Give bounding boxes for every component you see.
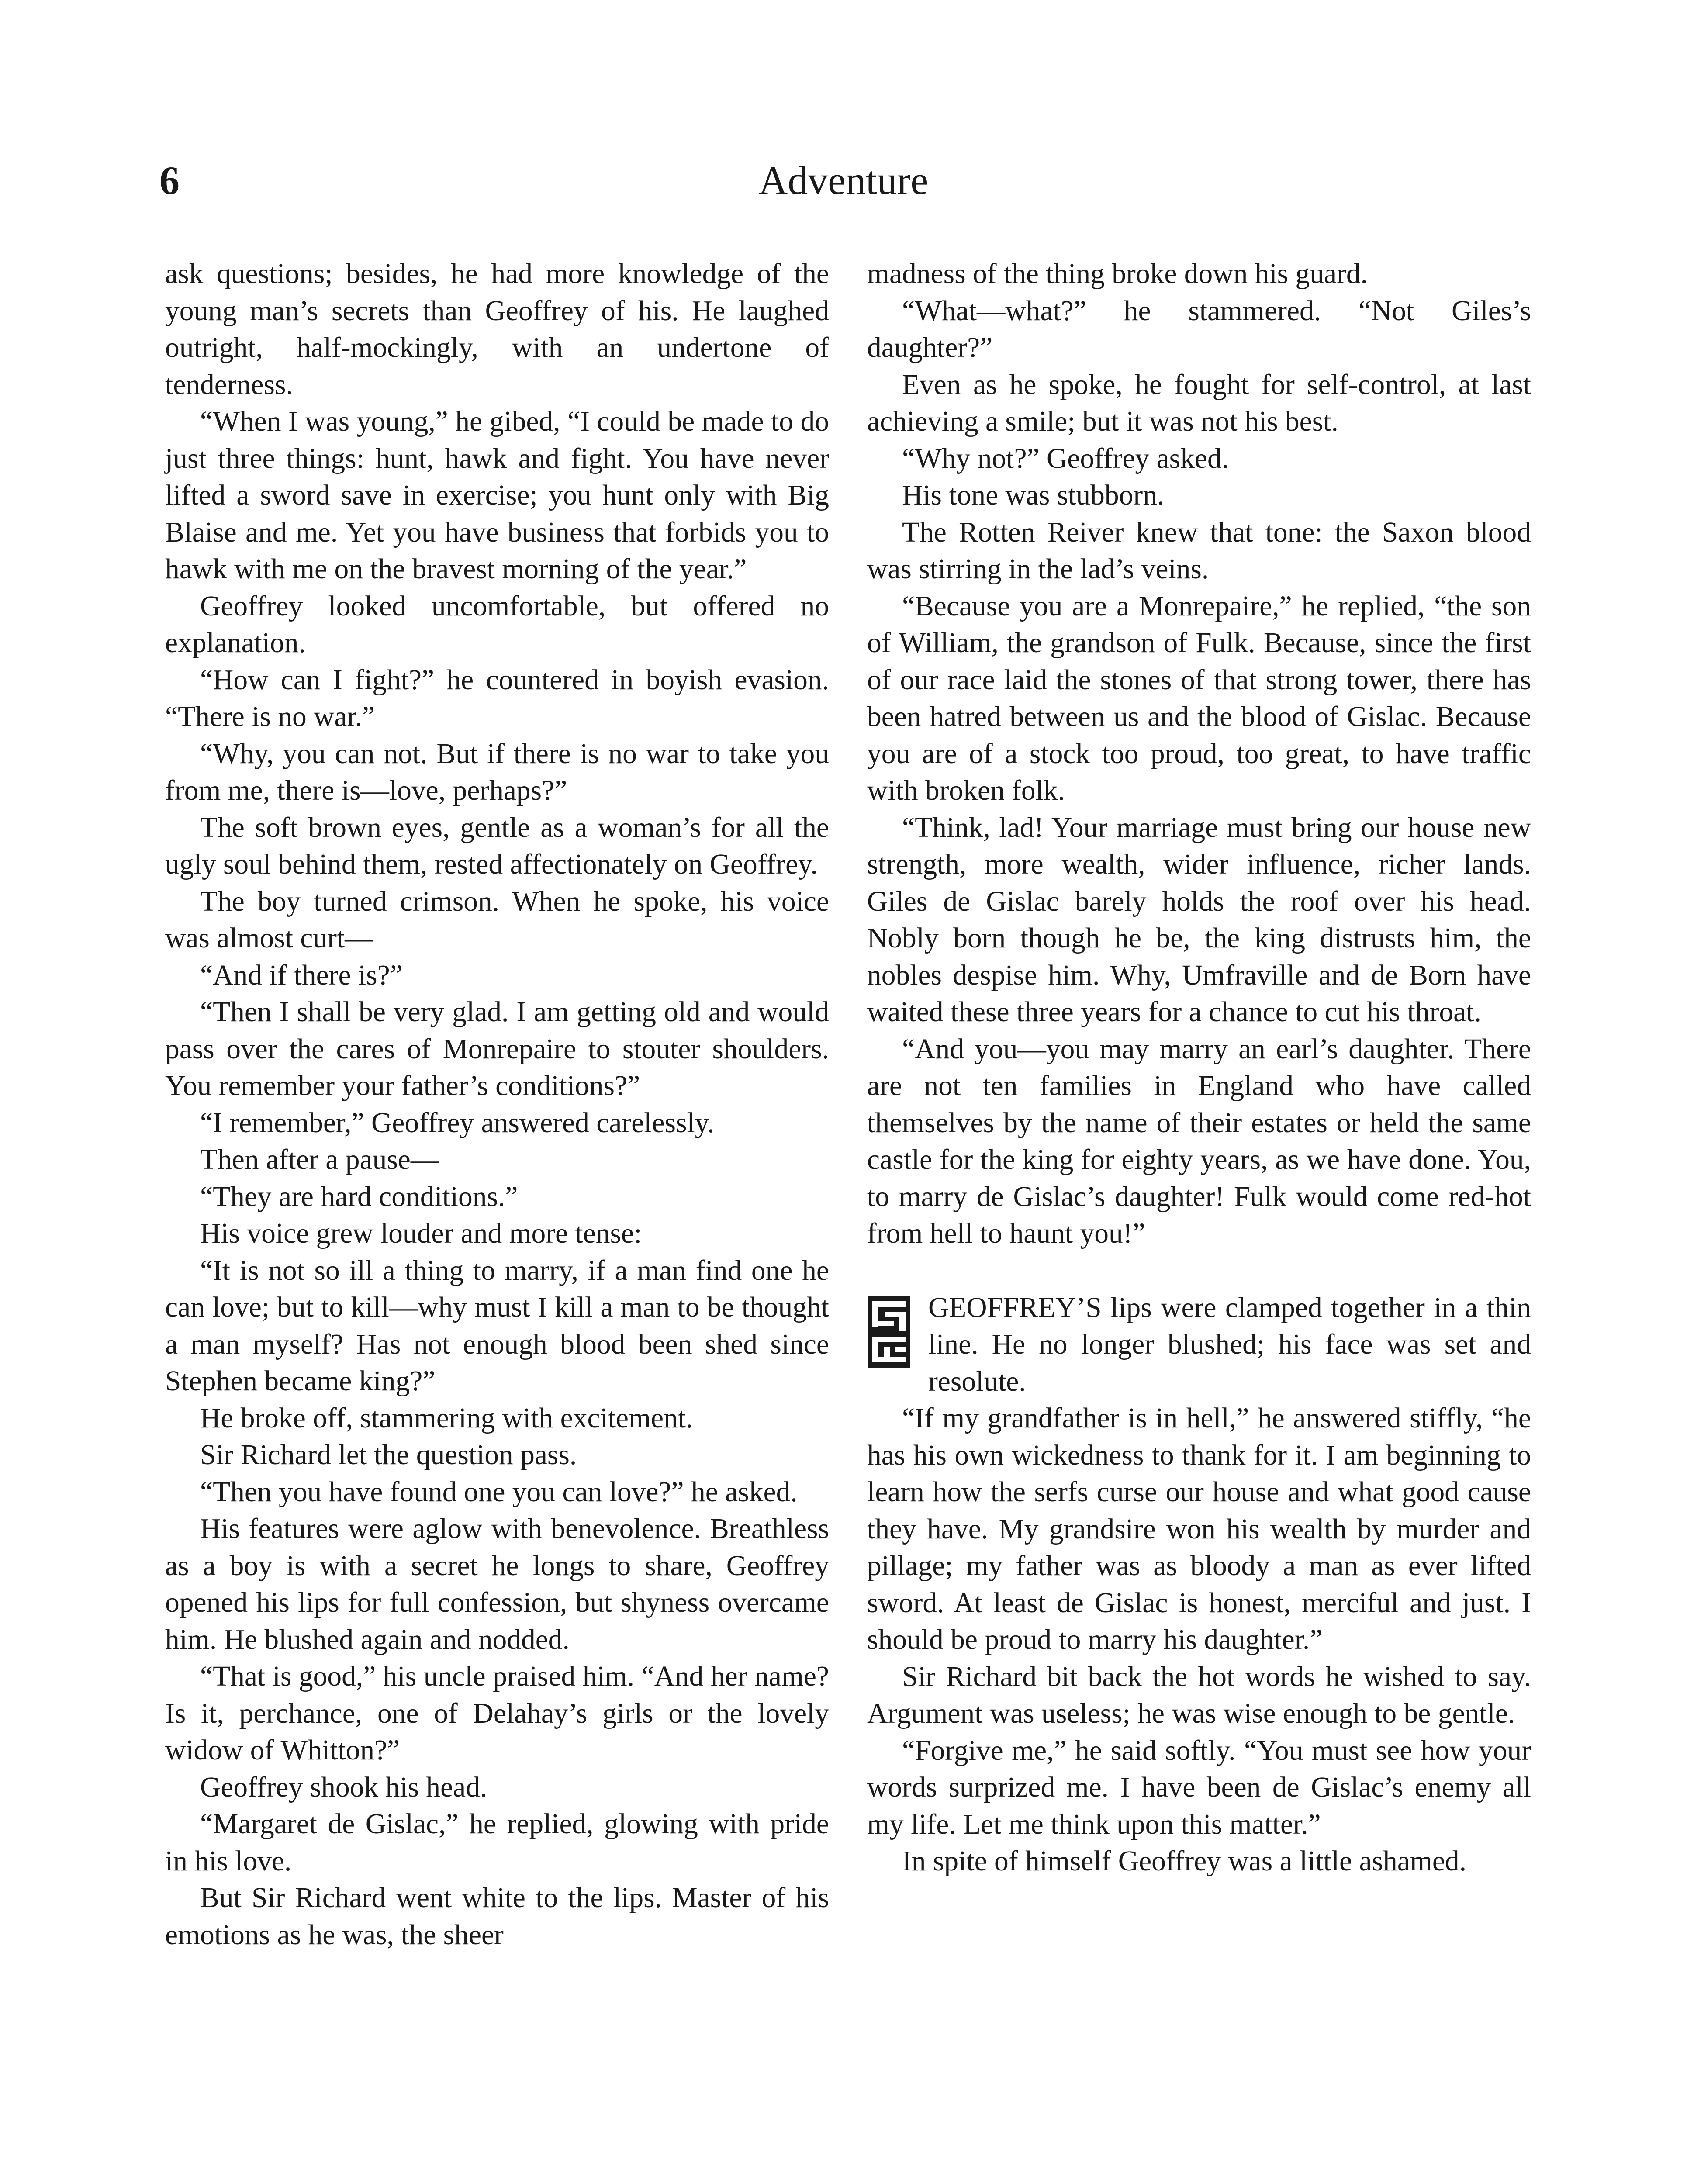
- left-column: [165, 256, 829, 1953]
- paragraph: The soft brown eyes, gentle as a woman’s for all the ugly soul behind them, rested affectionately on Geoffrey.: [165, 812, 829, 880]
- paragraph: He broke off, stammering with excitement.: [200, 1402, 693, 1434]
- paragraph: “It is not so ill a thing to marry, if a man find one he can love; but to kill—why must I kill a man to be thought a man myself? Has not enough blood been shed since Stephen became king?”: [165, 1254, 829, 1397]
- paragraph: “Why not?” Geoffrey asked.: [902, 442, 1229, 474]
- paragraph: “I remember,” Geoffrey answered carelessly.: [200, 1107, 715, 1139]
- paragraph: “Why, you can not. But if there is no war to take you from me, there is—love, perhaps?”: [165, 738, 829, 806]
- magazine-title: Adventure: [758, 158, 929, 203]
- paragraph: His tone was stubborn.: [902, 480, 1165, 511]
- paragraph: “What—what?” he stammered. “Not Giles’s daughter?”: [867, 295, 1531, 363]
- paragraph: The boy turned crimson. When he spoke, his voice was almost curt—: [165, 885, 829, 954]
- dropcap-paragraph: GEOFFREY’S lips were clamped together in a thin line. He no longer blushed; his face was set and resolute.: [928, 1292, 1531, 1397]
- paragraph: “Because you are a Monrepaire,” he replied, “the son of William, the grandson of Fulk. Because, since the first of our race laid the stones of that strong tower, there has been hatred between us and the blood of Gislac. Because you are of a stock too proud, too great, to have traffic with broken folk.: [867, 590, 1531, 806]
- paragraph: “Margaret de Gislac,” he replied, glowing with pride in his love.: [165, 1808, 829, 1877]
- paragraph: “If my grandfather is in hell,” he answered stiffly, “he has his own wickedness to thank for it. I am beginning to learn how the serfs curse our house and what good cause they have. My grandsire won his wealth by murder and pillage; my father was as bloody a man as ever lifted sword. At least de Gislac is honest, merciful and just. I should be proud to marry his daughter.”: [867, 1403, 1531, 1655]
- paragraph: “Think, lad! Your marriage must bring our house new strength, more wealth, wider influence, richer lands. Giles de Gislac barely holds the roof over his head. Nobly born though he be, the king distrusts him, the nobles despise him. Why, Umfraville and de Born have waited these three years for a chance to cut his throat.: [867, 812, 1531, 1028]
- paragraph: ask questions; besides, he had more knowledge of the young man’s secrets than Geoffrey of his. He laughed outright, half-mockingly, with an undertone of tenderness.: [165, 258, 829, 401]
- paragraph: Sir Richard bit back the hot words he wished to say. Argument was useless; he was wise enough to be gentle.: [867, 1661, 1531, 1729]
- paragraph: “Then I shall be very glad. I am getting old and would pass over the cares of Monrepaire to stouter shoulders. You remember your father’s conditions?”: [165, 996, 829, 1102]
- paragraph: His features were aglow with benevolence. Breathless as a boy is with a secret he longs to share, Geoffrey opened his lips for full confession, but shyness overcame him. He blushed again and nodded.: [165, 1513, 829, 1655]
- page-number: 6: [159, 158, 180, 203]
- paragraph: “When I was young,” he gibed, “I could be made to do just three things: hunt, hawk and fight. You have never lifted a sword save in exercise; you hunt only with Big Blaise and me. Yet you have business that forbids you to hawk with me on the bravest morning of the year.”: [165, 406, 829, 585]
- paragraph: The Rotten Reiver knew that tone: the Saxon blood was stirring in the lad’s veins.: [867, 516, 1531, 585]
- paragraph: Sir Richard let the question pass.: [200, 1439, 577, 1471]
- paragraph: Then after a pause—: [200, 1144, 439, 1175]
- section-break-paragraph: [867, 1289, 1531, 1400]
- paragraph: madness of the thing broke down his guard.: [867, 258, 1368, 290]
- paragraph: In spite of himself Geoffrey was a little ashamed.: [902, 1845, 1467, 1877]
- paragraph: “How can I fight?” he countered in boyish evasion. “There is no war.”: [165, 664, 829, 733]
- paragraph: “They are hard conditions.”: [200, 1181, 518, 1213]
- paragraph: “That is good,” his uncle praised him. “And her name? Is it, perchance, one of Delahay’s girls or the lovely widow of Whitton?”: [165, 1661, 829, 1766]
- paragraph: “And if there is?”: [200, 959, 403, 991]
- paragraph: Geoffrey shook his head.: [200, 1771, 487, 1803]
- paragraph: “Forgive me,” he said softly. “You must see how your words surprized me. I have been de Gislac’s enemy all my life. Let me think upon this matter.”: [867, 1735, 1531, 1840]
- paragraph: “Then you have found one you can love?” he asked.: [200, 1476, 798, 1508]
- paragraph: But Sir Richard went white to the lips. Master of his emotions as he was, the sheer: [165, 1882, 829, 1951]
- right-column: [867, 256, 1531, 1880]
- paragraph: His voice grew louder and more tense:: [200, 1218, 642, 1249]
- paragraph: Even as he spoke, he fought for self-control, at last achieving a smile; but it was not his best.: [867, 369, 1531, 437]
- paragraph: Geoffrey looked uncomfortable, but offered no explanation.: [165, 590, 829, 659]
- paragraph: “And you—you may marry an earl’s daughter. There are not ten families in England who have called themselves by the name of their estates or held the same castle for the king for eighty years, as we have done. You, to marry de Gislac’s daughter! Fulk would come red-hot from hell to haunt you!”: [867, 1033, 1531, 1249]
- ornamental-dropcap-icon: [867, 1295, 911, 1369]
